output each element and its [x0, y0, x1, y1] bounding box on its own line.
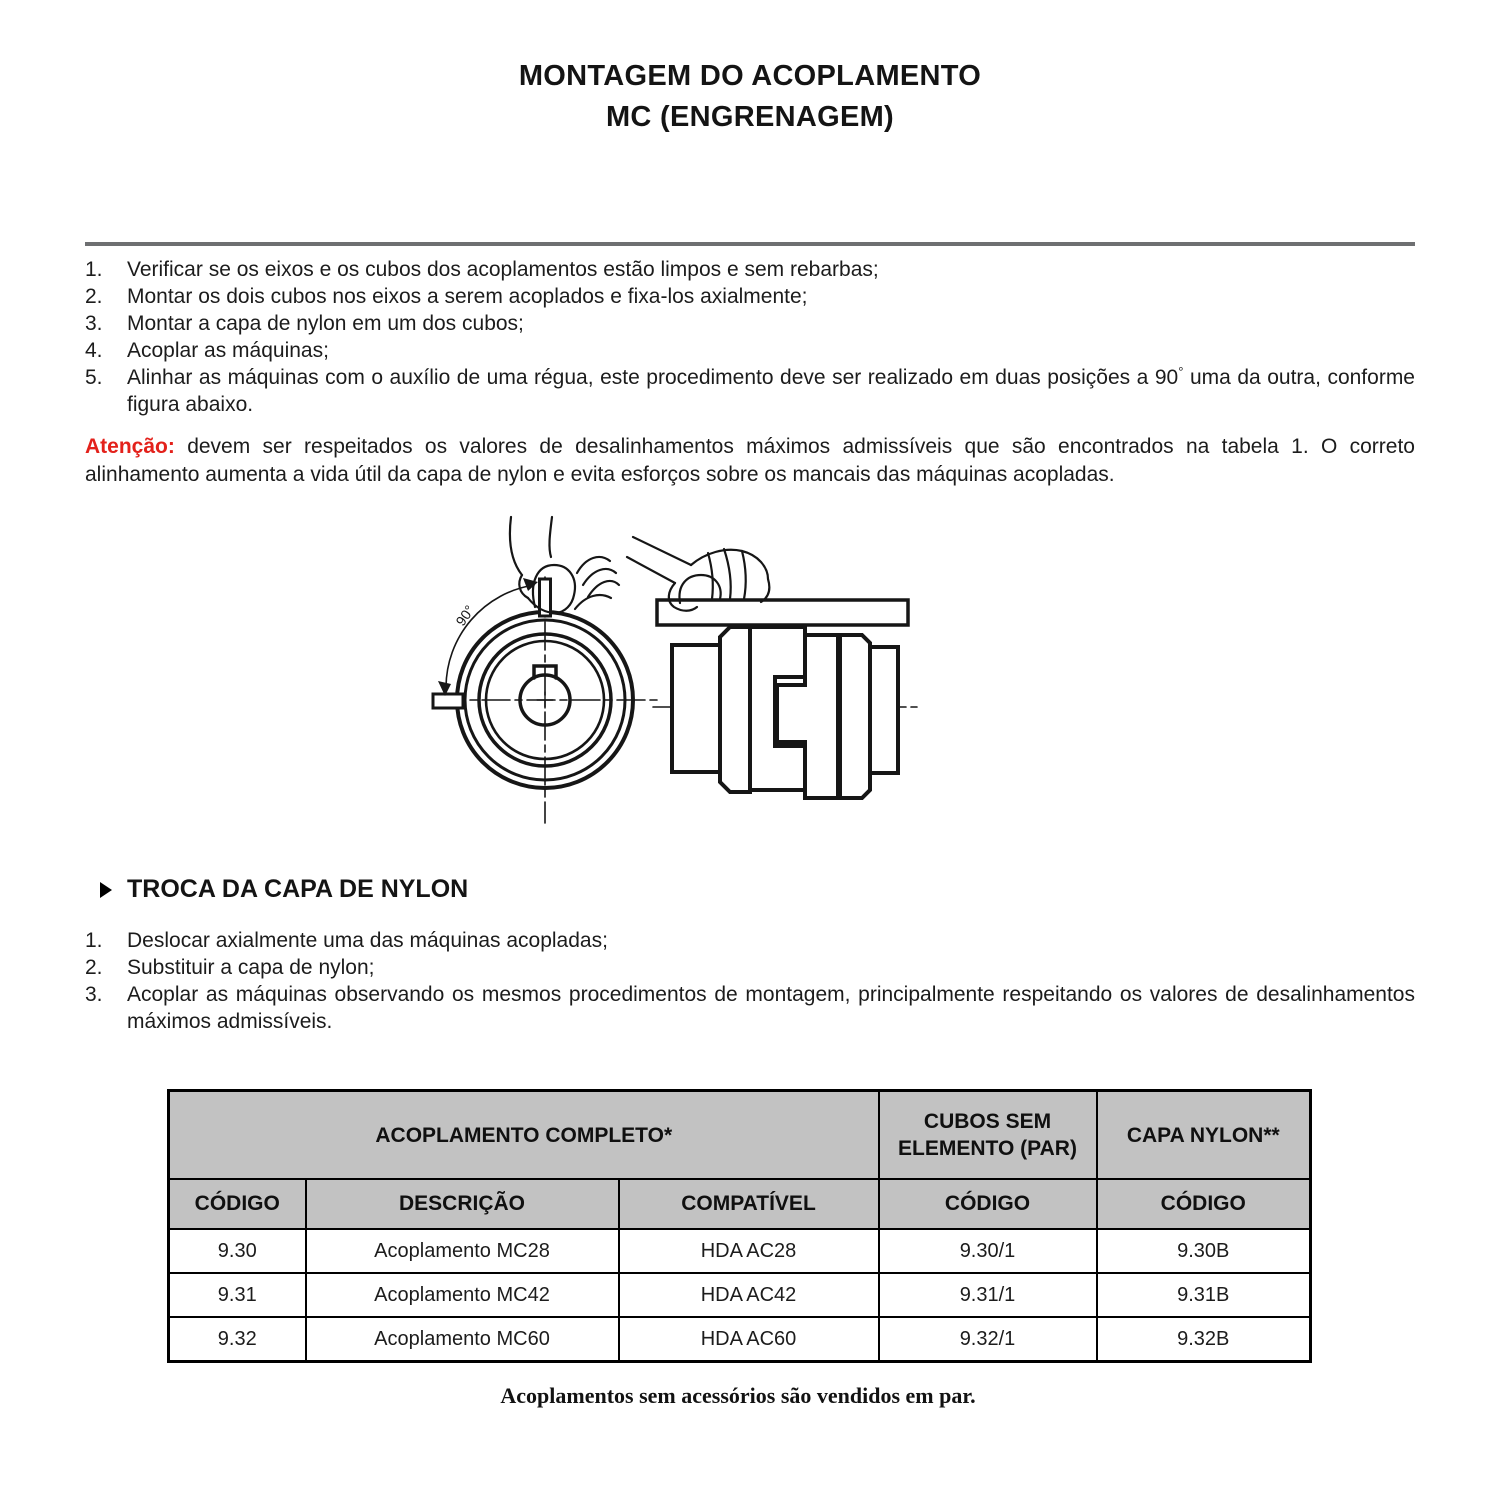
table-row: [169, 1273, 1311, 1317]
cell-cover-code: 9.32B: [1097, 1317, 1311, 1362]
group-header-hubs-without-element: CUBOS SEM ELEMENTO (PAR): [879, 1091, 1097, 1180]
codes-table-section: [85, 1089, 1415, 1409]
list-item-text: Substituir a capa de nylon;: [127, 956, 375, 980]
page-title-line2: MC (ENGRENAGEM): [605, 101, 895, 134]
table-row: [169, 1317, 1311, 1362]
list-item-number: 5.: [85, 366, 103, 390]
page-title-line1: MONTAGEM DO ACOPLAMENTO: [518, 60, 982, 92]
list-item-text: Deslocar axialmente uma das máquinas acopladas;: [127, 929, 608, 953]
list-item-number: 1.: [85, 258, 103, 282]
attention-label: Atenção:: [85, 435, 175, 459]
cell-cover-code: 9.30B: [1097, 1229, 1311, 1273]
coupling-codes-table: [167, 1089, 1312, 1363]
list-item-text: Acoplar as máquinas;: [127, 339, 329, 363]
list-item-text: Acoplar as máquinas observando os mesmos procedimentos de montagem, principalmente respeitando os valores de desalinhamentos máximos admissíveis.: [127, 983, 1415, 1034]
section-title-nylon-cover: [100, 875, 1415, 904]
cell-cover-code: 9.31B: [1097, 1273, 1311, 1317]
table-row: [169, 1229, 1311, 1273]
page-title: [85, 56, 1415, 138]
list-item-number: 3.: [85, 312, 103, 336]
list-item-text: [127, 364, 1415, 418]
list-item: [85, 310, 1415, 337]
degree-superscript: °: [1178, 364, 1184, 380]
list-item: [85, 337, 1415, 364]
cell-compatible: HDA AC60: [619, 1317, 879, 1362]
list-item: [85, 256, 1415, 283]
attention-text: devem ser respeitados os valores de desalinhamentos máximos admissíveis que são encontrados na tabela 1. O correto alinhamento aumenta a vida útil da capa de nylon e evita esforços sobre os mancais das máquinas acopladas.: [85, 435, 1415, 487]
list-item-number: 4.: [85, 339, 103, 363]
technical-drawing: [425, 515, 925, 851]
list-item: [85, 927, 1415, 954]
cell-hub-code: 9.32/1: [879, 1317, 1097, 1362]
list-item: [85, 283, 1415, 310]
ruler-horizontal-icon: [433, 694, 463, 708]
hand-icon: [510, 517, 619, 613]
cell-compatible: HDA AC42: [619, 1273, 879, 1317]
list-item-text: Montar os dois cubos nos eixos a serem acoplados e fixa-los axialmente;: [127, 285, 808, 309]
list-item: [85, 981, 1415, 1035]
list-item-number: 2.: [85, 285, 103, 309]
assembly-steps-list: [85, 256, 1415, 418]
list-item-number: 1.: [85, 929, 103, 953]
table-group-header-row: [169, 1091, 1311, 1180]
nylon-replacement-steps-list: [85, 927, 1415, 1035]
cell-hub-code: 9.31/1: [879, 1273, 1097, 1317]
column-header-description: DESCRIÇÃO: [306, 1179, 619, 1229]
front-view-drawing: [433, 517, 657, 823]
column-header-code: CÓDIGO: [169, 1179, 306, 1229]
group-header-complete-coupling: ACOPLAMENTO COMPLETO*: [169, 1091, 879, 1180]
cell-code: 9.32: [169, 1317, 306, 1362]
list-item-number: 3.: [85, 983, 103, 1007]
table-column-header-row: [169, 1179, 1311, 1229]
side-view-drawing: [627, 537, 917, 798]
cell-description: Acoplamento MC42: [306, 1273, 619, 1317]
ruler-straightedge-icon: [657, 600, 908, 625]
list-item-text: Montar a capa de nylon em um dos cubos;: [127, 312, 524, 336]
cell-code: 9.30: [169, 1229, 306, 1273]
list-item-number: 2.: [85, 956, 103, 980]
group-header-nylon-cover: CAPA NYLON**: [1097, 1091, 1311, 1180]
list-item: [85, 364, 1415, 418]
list-item-text-part: uma da outra, conforme figura abaixo.: [127, 366, 1415, 417]
attention-note: [85, 433, 1415, 489]
coupling-alignment-figure: [425, 515, 925, 851]
cell-compatible: HDA AC28: [619, 1229, 879, 1273]
section-title-text: TROCA DA CAPA DE NYLON: [127, 875, 469, 904]
list-item-text: Verificar se os eixos e os cubos dos acoplamentos estão limpos e sem rebarbas;: [127, 258, 879, 282]
column-header-code: CÓDIGO: [1097, 1179, 1311, 1229]
triangle-bullet-icon: [100, 882, 112, 898]
cell-description: Acoplamento MC28: [306, 1229, 619, 1273]
cell-description: Acoplamento MC60: [306, 1317, 619, 1362]
column-header-compatible: COMPATÍVEL: [619, 1179, 879, 1229]
horizontal-rule: [85, 242, 1415, 246]
cell-code: 9.31: [169, 1273, 306, 1317]
list-item: [85, 954, 1415, 981]
angle-arc: [446, 585, 534, 687]
cell-hub-code: 9.30/1: [879, 1229, 1097, 1273]
angle-label: 90°: [452, 602, 478, 630]
column-header-code: CÓDIGO: [879, 1179, 1097, 1229]
table-footnote: Acoplamentos sem acessórios são vendidos em par.: [500, 1383, 976, 1409]
list-item-text-part: Alinhar as máquinas com o auxílio de uma régua, este procedimento deve ser realizado em duas posições a 90: [127, 366, 1179, 390]
